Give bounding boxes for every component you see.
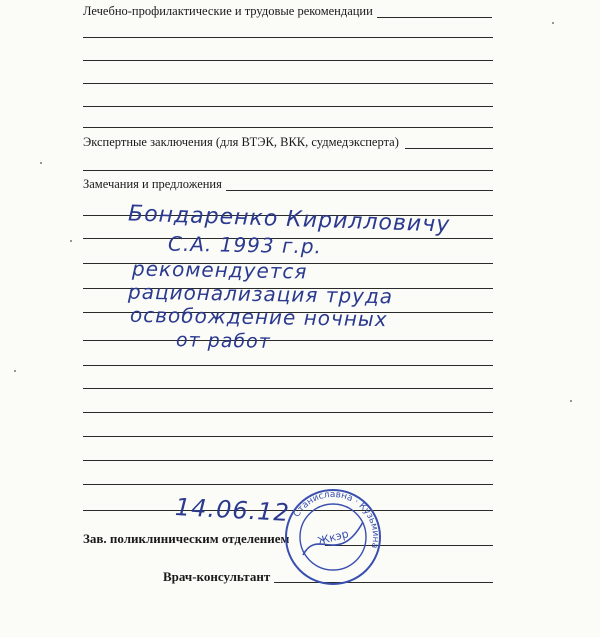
rule	[83, 83, 493, 84]
rule	[83, 340, 493, 341]
rule	[83, 37, 493, 38]
handwriting-line: от работ	[175, 329, 272, 353]
recommendations-label: Лечебно-профилактические и трудовые рекомендации	[83, 4, 377, 19]
stamp-ring-text: Станиславна · Кузьмина	[291, 489, 381, 550]
rule	[83, 388, 493, 389]
scan-speck	[70, 240, 72, 242]
scan-speck	[14, 370, 16, 372]
handwriting-line: Бондаренко Кирилловичу	[127, 201, 451, 238]
department-head-label: Зав. поликлиническим отделением	[83, 531, 293, 547]
rule	[226, 190, 493, 191]
scan-speck	[40, 162, 42, 164]
expert-conclusions-label: Экспертные заключения (для ВТЭК, ВКК, судмедэксперта)	[83, 135, 403, 150]
rule	[83, 365, 493, 366]
rule	[83, 127, 493, 128]
handwriting-line: рекомендуется	[131, 256, 308, 284]
rule	[372, 17, 492, 18]
stamp-center-text: Жкэр	[316, 527, 351, 548]
rule	[83, 106, 493, 107]
scan-speck	[552, 22, 554, 24]
rule	[83, 436, 493, 437]
handwriting-line: рационализация труда	[127, 279, 394, 309]
handwritten-date: 14.06.12	[174, 493, 291, 527]
official-stamp	[283, 487, 383, 587]
rule	[83, 170, 493, 171]
rule	[405, 148, 493, 149]
handwriting-line: С.А. 1993 г.р.	[167, 231, 323, 259]
remarks-label: Замечания и предложения	[83, 177, 226, 192]
handwriting-line: освобождение ночных	[129, 302, 388, 332]
rule	[83, 412, 493, 413]
rule	[83, 60, 493, 61]
rule	[83, 460, 493, 461]
rule	[83, 484, 493, 485]
scan-speck	[570, 400, 572, 402]
consultant-label: Врач-консультант	[163, 569, 274, 585]
